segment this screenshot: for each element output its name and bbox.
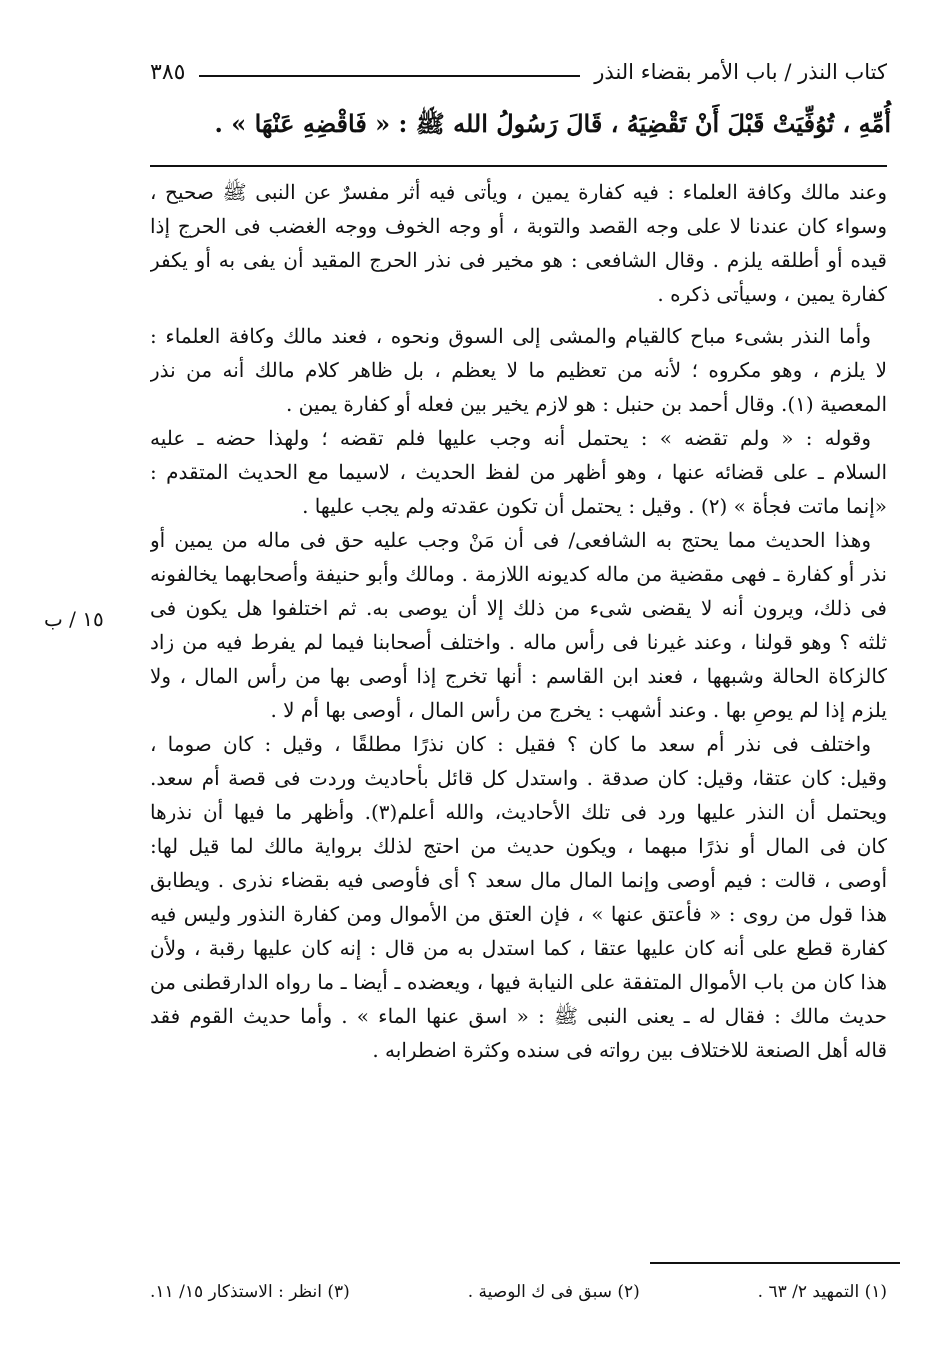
footnotes <box>150 1275 887 1309</box>
text-line: وسواء كان عندنا لا على وجه القصد والتوبة ، أو وجه الخوف ووجه الغضب فى الحرج إذا <box>150 214 887 238</box>
text-line: قيده أو أطلقه يلزم . وقال الشافعى : هو مخير فى نذر الحرج المقيد أن يفى به أو يكفر <box>150 248 887 272</box>
footnote-separator-rule <box>650 1262 900 1264</box>
text-line: السلام ـ على قضائه عنها ، وهو أظهر من لفظ الحديث ، لاسيما مع الحديث المتقدم : <box>150 460 887 484</box>
footnote-1: (١) التمهيد ٢/ ٦٣ . <box>757 1282 887 1302</box>
text-line: كفارة قطع على أنه كان عليها عتقا ، كما استدل به من قال : إنه كان عليها رقبة ، ولأن <box>150 936 887 960</box>
text-line: نذر أو كفارة ـ فهى مقضية من ماله كديونه اللازمة . ومالك وأبو حنيفة وأصحابهما يخالفونه <box>150 562 887 586</box>
page-number: ٣٨٥ <box>150 59 186 85</box>
text-line: ويحتمل أن النذر عليها ورد فى تلك الأحاديث، والله أعلم(٣). وأظهر ما فيها أن نذرها <box>150 800 887 824</box>
manuscript-folio-note: ١٥ / ب <box>44 607 104 631</box>
header-rule <box>199 75 580 77</box>
text-line: أوصى ، قالت : فيم أوصى وإنما المال مال سعد ؟ أى فأوصى فيه بقضاء نذرى . ويطابق <box>150 868 887 892</box>
text-line: كفارة يمين ، وسيأتى ذكره . <box>657 282 887 306</box>
text-line: هذا كان من باب الأموال المتفقة على النيابة فيها ، ويعضده ـ أيضا ـ ما رواه الدارقطنى من <box>150 970 887 994</box>
text-line: يلزم إذا لم يوصِ بها . وعند أشهب : يخرج من رأس المال ، أوصى بها أم لا . <box>270 698 887 722</box>
text-line: لا يلزم ، وهو مكروه ؛ لأنه من تعظيم ما لا يعظم ، بل ظاهر كلام مالك أنه من نذر <box>150 358 887 382</box>
text-line: وعند مالك وكافة العلماء : فيه كفارة يمين ، ويأتى فيه أثر مفسرٌ عن النبى ﷺ صحيح ، <box>150 180 887 204</box>
commentary-body <box>150 175 887 1067</box>
text-line: فى ذلك، ويرون أنه لا يقضى شىء من ذلك إلا أن يوصى به. ثم اختلفوا هل يكون فى <box>150 596 887 620</box>
text-line: وهذا الحديث مما يحتج به الشافعى/ فى أن مَنْ وجب عليه حق فى ماله من يمين أو <box>150 528 871 552</box>
hadith-separator-rule <box>150 165 887 167</box>
text-line: قاله أهل الصنعة للاختلاف بين رواته فى سنده وكثرة اضطرابه . <box>372 1038 887 1062</box>
text-line: واختلف فى نذر أم سعد ما كان ؟ فقيل : كان نذرًا مطلقًا ، وقيل : كان صوما ، <box>150 732 871 756</box>
chapter-title: كتاب النذر / باب الأمر بقضاء النذر <box>594 60 887 84</box>
text-line: كالزكاة الحالة وشبهها ، فعند ابن القاسم : أنها تخرج إذا أوصى بها من رأس المال ، ولا <box>150 664 887 688</box>
running-header <box>150 52 887 92</box>
text-line: وأما النذر بشىء مباح كالقيام والمشى إلى السوق ونحوه ، فعند مالك وكافة العلماء : <box>150 324 871 348</box>
text-line: حديث مالك : فقال له ـ يعنى النبى ﷺ : « اسق عنها الماء » . وأما حديث القوم فقد <box>150 1004 887 1028</box>
footnote-2: (٢) سبق فى ك الوصية . <box>467 1282 640 1302</box>
text-line: وقيل: كان عتقا، وقيل: كان صدقة . واستدل كل قائل بأحاديث وردت فى قصة أم سعد. <box>150 766 887 790</box>
text-line: ثلثه ؟ وهو قولنا ، وعند غيرنا فى رأس ماله . واختلف أصحابنا فيما لم يفرط فيه من زاد <box>150 630 887 654</box>
text-line: المعصية (١). وقال أحمد بن حنبل : هو لازم يخير بين فعله أو كفارة يمين . <box>285 392 887 416</box>
hadith-text-line: أُمِّهِ ، تُوُفِّيَتْ قَبْلَ أَنْ تَقْضِيَهُ ، قَالَ رَسُولُ الله ﷺ : « فَاقْضِهِ عَنْهَا » . <box>214 109 891 138</box>
text-line: وقوله : « ولم تقضه » : يحتمل أنه وجب عليها فلم تقضه ؛ ولهذا حضه ـ عليه <box>150 426 871 450</box>
footnote-3: (٣) انظر : الاستذكار ١٥/ ١١. <box>150 1282 350 1302</box>
text-line: كان فى المال أو نذرًا مبهما ، ويكون حديث من احتج لذلك برواية مالك لما قيل لها: <box>150 834 887 858</box>
text-line: هذا قول من روى : « فأعتق عنها » ، فإن العتق من الأموال ومن كفارة النذور وليس فيه <box>150 902 887 926</box>
text-line: «إنما ماتت فجأة » (٢) . وقيل : يحتمل أن تكون عقدته ولم يجب عليها . <box>302 494 887 518</box>
